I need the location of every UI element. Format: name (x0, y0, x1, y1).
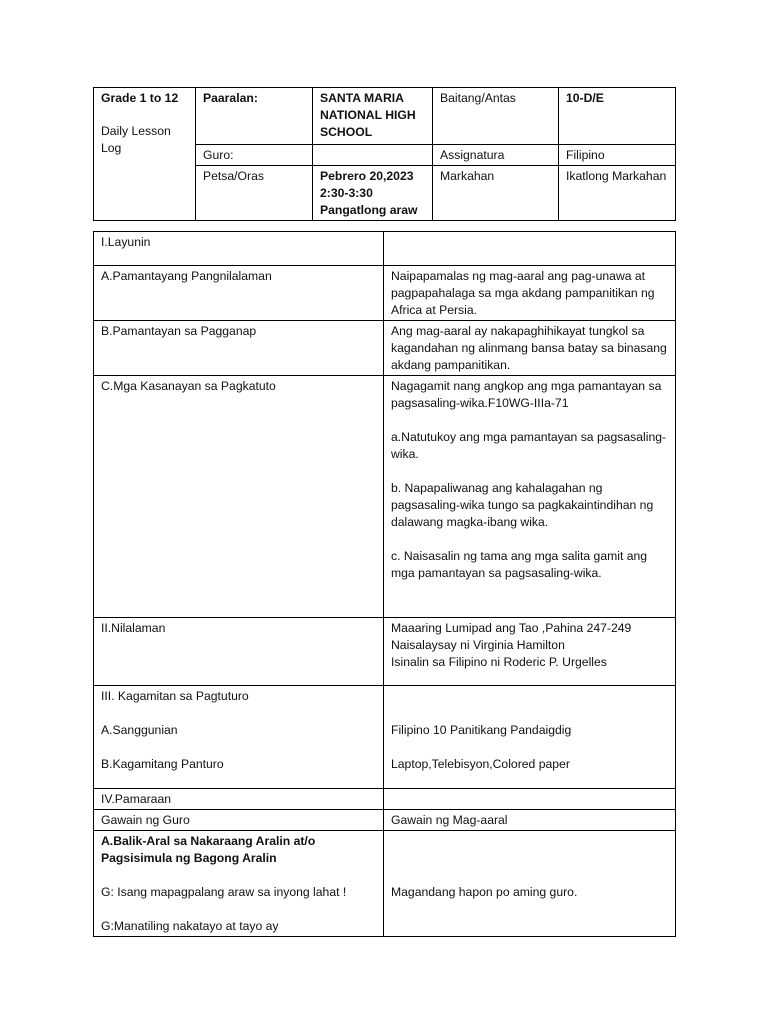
guro-label: Guro: (196, 145, 313, 166)
header-table (93, 87, 676, 221)
nilalaman-label: II.Nilalaman (94, 618, 384, 686)
paaralan-value: SANTA MARIA NATIONAL HIGH SCHOOL (313, 88, 433, 145)
kagamitan-cell (94, 686, 384, 789)
sanggunian-label: A.Sanggunian (101, 723, 178, 737)
gawain-guro-heading: Gawain ng Guro (94, 810, 384, 831)
grade-cell (94, 88, 196, 221)
teacher-line-2: G:Manatiling nakatayo at tayo ay (101, 919, 279, 933)
dll-label: Daily Lesson Log (101, 124, 171, 155)
guro-value (313, 145, 433, 166)
kagamitang-label: B.Kagamitang Panturo (101, 757, 224, 771)
pamantayang-label: A.Pamantayang Pangnilalaman (94, 266, 384, 321)
pamaraan-label: IV.Pamaraan (94, 789, 384, 810)
kagamitan-value-cell (384, 686, 676, 789)
markahan-label: Markahan (433, 166, 559, 221)
paaralan-label: Paaralan: (196, 88, 313, 145)
petsa-label: Petsa/Oras (196, 166, 313, 221)
lesson-plan-table (93, 231, 676, 937)
student-activity-cell (384, 831, 676, 937)
asignatura-value: Filipino (559, 145, 676, 166)
kasanayan-main: Nagagamit nang angkop ang mga pamantayan sa pagsasaling-wika.F10WG-IIIa-71 (391, 379, 662, 410)
baitang-value: 10-D/E (559, 88, 676, 145)
petsa-value: Pebrero 20,2023 2:30-3:30 Pangatlong araw (313, 166, 433, 221)
layunin-empty-cell (384, 232, 676, 266)
pagganap-value: Ang mag-aaral ay nakapaghihikayat tungkol sa kagandahan ng alinmang bansa batay sa binasang akdang pampanitikan. (384, 321, 676, 376)
grade-label: Grade 1 to 12 (101, 91, 179, 105)
asignatura-label: Assignatura (433, 145, 559, 166)
kasanayan-c: c. Naisasalin ng tama ang mga salita gamit ang mga pamantayan sa pagsasaling-wika. (391, 549, 648, 580)
nilalaman-value: Maaaring Lumipad ang Tao ,Pahina 247-249 Naisalaysay ni Virginia Hamilton Isinalin sa Filipino ni Roderic P. Urgelles (384, 618, 676, 686)
pagganap-label: B.Pamantayan sa Pagganap (94, 321, 384, 376)
kagamitan-label: III. Kagamitan sa Pagtuturo (101, 689, 249, 703)
gawain-magaaral-heading: Gawain ng Mag-aaral (384, 810, 676, 831)
kasanayan-cell (384, 376, 676, 618)
baitang-label: Baitang/Antas (433, 88, 559, 145)
kasanayan-b: b. Napapaliwanag ang kahalagahan ng pagsasaling-wika tungo sa pagkakaintindihan ng dalawang magka-ibang wika. (391, 481, 654, 529)
pamantayang-value: Naipapamalas ng mag-aaral ang pag-unawa at pagpapahalaga sa mga akdang pampanitikan ng Africa at Persia. (384, 266, 676, 321)
kagamitang-value: Laptop,Telebisyon,Colored paper (391, 757, 570, 771)
guro-activity-cell (94, 831, 384, 937)
markahan-value: Ikatlong Markahan (559, 166, 676, 221)
teacher-line-1: G: Isang mapagpalang araw sa inyong lahat ! (101, 885, 347, 899)
student-line-1: Magandang hapon po aming guro. (391, 885, 578, 899)
layunin-heading: I.Layunin (94, 232, 384, 266)
balik-aral-heading: A.Balik-Aral sa Nakaraang Aralin at/o Pagsisimula ng Bagong Aralin (101, 834, 316, 865)
sanggunian-value: Filipino 10 Panitikang Pandaigdig (391, 723, 572, 737)
kasanayan-a: a.Natutukoy ang mga pamantayan sa pagsasaling-wika. (391, 430, 667, 461)
kasanayan-label: C.Mga Kasanayan sa Pagkatuto (94, 376, 384, 618)
pamaraan-empty-cell (384, 789, 676, 810)
